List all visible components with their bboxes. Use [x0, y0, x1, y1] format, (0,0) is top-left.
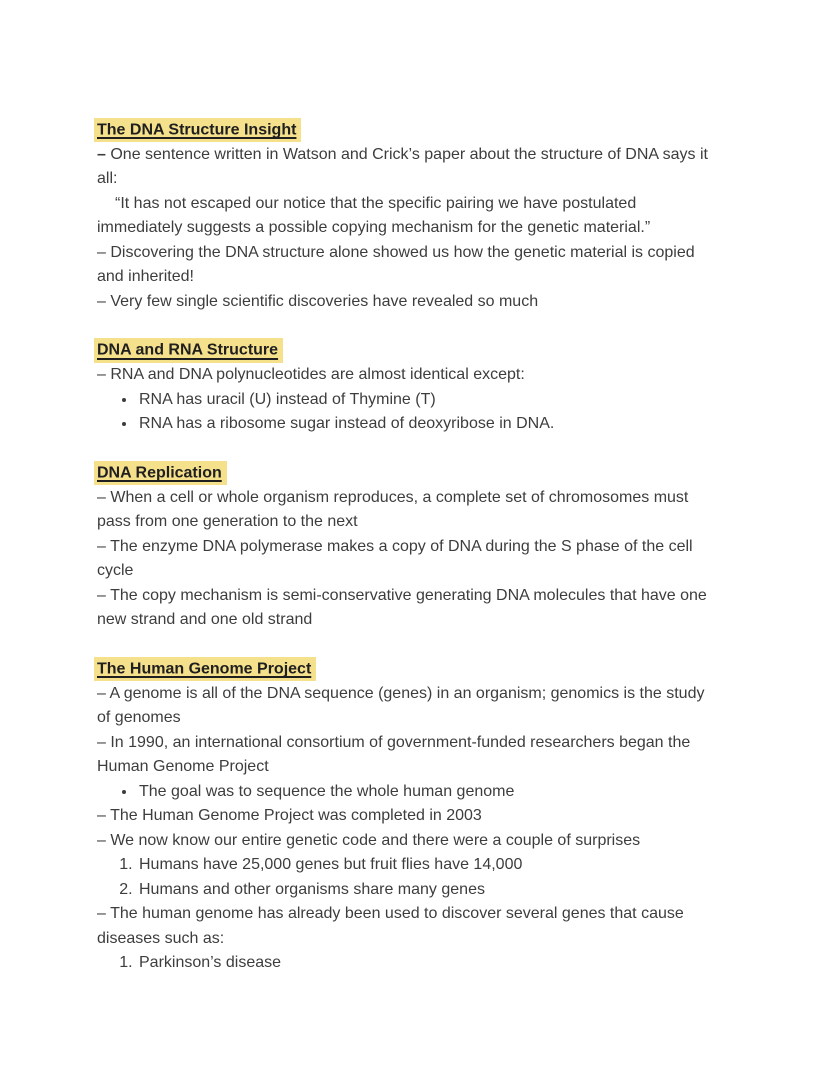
- paragraph-text: The human genome has already been used to discover several genes that cause diseases such as:: [97, 905, 684, 947]
- dash-prefix: –: [97, 366, 111, 383]
- note-section: [97, 339, 722, 437]
- paragraph-text: The copy mechanism is semi-conservative generating DNA molecules that have one new strand and one old strand: [97, 586, 707, 628]
- dash-prefix: –: [97, 807, 111, 824]
- dash-prefix: –: [97, 733, 111, 751]
- dash-prefix: –: [97, 905, 111, 922]
- bullet-item: • RNA has a ribosome sugar instead of deoxyribose in DNA.: [137, 412, 722, 437]
- paragraph-text: The Human Genome Project was completed in 2003: [110, 807, 482, 824]
- dash-prefix: –: [97, 488, 111, 506]
- dash-paragraph: [97, 486, 722, 535]
- highlighted-heading-text: DNA and RNA Structure: [94, 338, 283, 363]
- paragraph-text: Very few single scientific discoveries have revealed so much: [110, 292, 539, 310]
- section-heading: [97, 339, 722, 364]
- paragraph-text: In 1990, an international consortium of government-funded researchers began the Human Genome Project: [97, 733, 691, 775]
- dash-paragraph: [97, 902, 722, 951]
- dash-paragraph: [97, 682, 722, 731]
- highlighted-heading-text: DNA Replication: [94, 461, 227, 486]
- note-section: [97, 461, 722, 633]
- dash-prefix: –: [97, 684, 110, 702]
- dash-prefix: –: [97, 831, 111, 849]
- numbered-item: 1. Parkinson’s disease: [137, 951, 722, 976]
- dash-prefix: –: [97, 586, 111, 604]
- paragraph-text: RNA and DNA polynucleotides are almost identical except:: [110, 366, 525, 383]
- note-section: [97, 118, 722, 314]
- dash-paragraph: [97, 584, 722, 633]
- bullet-list: [97, 780, 722, 805]
- numbered-list: [97, 951, 722, 976]
- numbered-list: [97, 853, 722, 902]
- dash-paragraph: [97, 731, 722, 780]
- dash-prefix: –: [97, 537, 111, 555]
- highlighted-heading-text: The DNA Structure Insight: [94, 118, 301, 143]
- dash-prefix: –: [97, 145, 111, 163]
- paragraph-text: Discovering the DNA structure alone showed us how the genetic material is copied and inherited!: [97, 243, 695, 285]
- dash-paragraph: [97, 804, 722, 829]
- paragraph-text: The enzyme DNA polymerase makes a copy of DNA during the S phase of the cell cycle: [97, 537, 693, 579]
- dash-paragraph: [97, 829, 722, 854]
- paragraph-text: When a cell or whole organism reproduces, a complete set of chromosomes must pass from one generation to the next: [97, 488, 689, 530]
- quote-paragraph: “It has not escaped our notice that the specific pairing we have postulated immediately suggests a possible copying mechanism for the genetic material.”: [97, 194, 651, 236]
- highlighted-heading-text: The Human Genome Project: [94, 657, 316, 682]
- dash-paragraph: [97, 535, 722, 584]
- note-section: [97, 657, 722, 976]
- numbered-item: 2. Humans and other organisms share many genes: [137, 878, 722, 903]
- dash-prefix: –: [97, 292, 111, 310]
- numbered-item: 1. Humans have 25,000 genes but fruit flies have 14,000: [137, 853, 722, 878]
- bullet-item: • RNA has uracil (U) instead of Thymine (T): [137, 388, 722, 413]
- paragraph-text: We now know our entire genetic code and there were a couple of surprises: [110, 831, 641, 849]
- dash-prefix: –: [97, 243, 111, 261]
- dash-paragraph: [97, 363, 722, 388]
- bullet-item: • The goal was to sequence the whole human genome: [137, 780, 722, 805]
- section-heading: [97, 657, 722, 682]
- paragraph-text: One sentence written in Watson and Crick’s paper about the structure of DNA says it all:: [97, 145, 708, 187]
- dash-paragraph: [97, 143, 722, 192]
- section-heading: [97, 461, 722, 486]
- paragraph-text: A genome is all of the DNA sequence (genes) in an organism; genomics is the study of genomes: [97, 684, 705, 726]
- dash-paragraph: [97, 290, 722, 315]
- bullet-list: [97, 388, 722, 437]
- dash-paragraph: [97, 241, 722, 290]
- section-heading: [97, 118, 722, 143]
